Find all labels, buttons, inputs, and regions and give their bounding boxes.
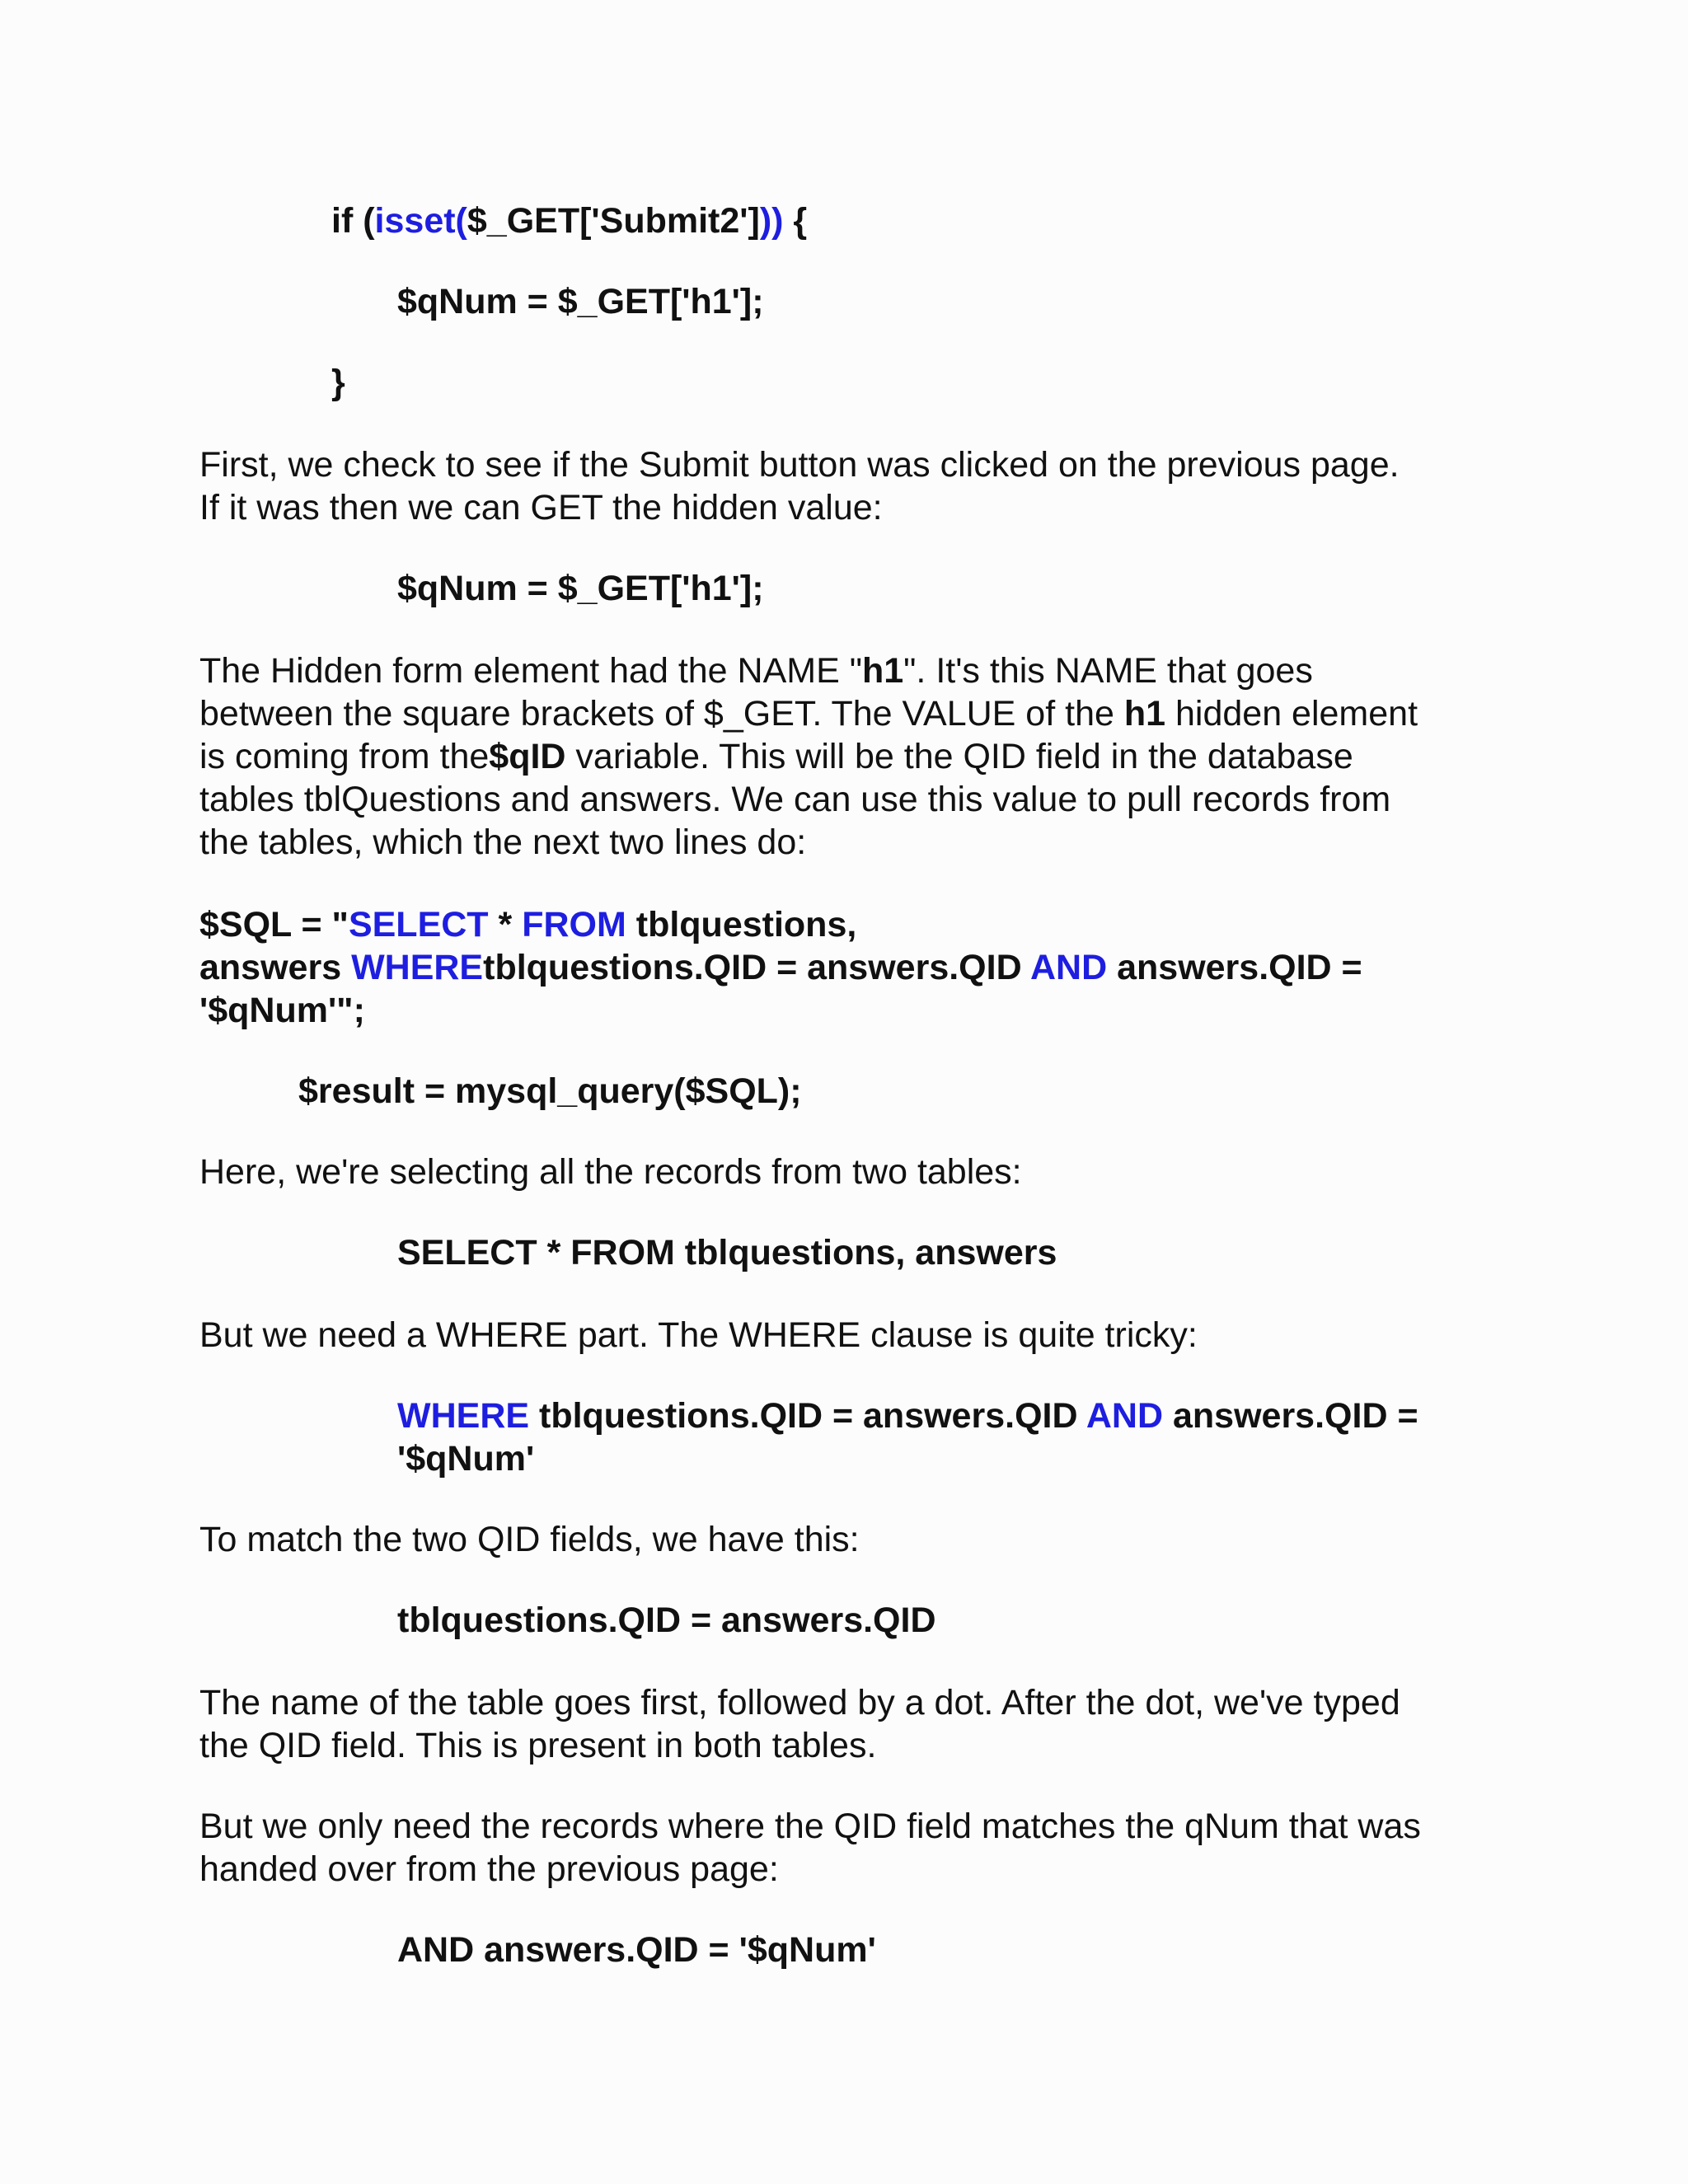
code-qnum-assign-line: $qNum = $_GET['h1']; (397, 282, 764, 321)
code-token: tblquestions.QID = answers.QID (483, 948, 1030, 987)
paragraph-line (199, 649, 1313, 692)
code-keyword-isset: isset( (374, 201, 467, 241)
text-bold: h1 (861, 651, 904, 691)
code-token: $SQL = " (199, 905, 349, 944)
text-run: The Hidden form element had the NAME " (199, 651, 862, 691)
code-result-line: $result = mysql_query($SQL); (298, 1071, 802, 1111)
paragraph-line: First, we check to see if the Submit button was clicked on the previous page. (199, 445, 1400, 485)
code-token: answers.QID = (1163, 1396, 1418, 1436)
paragraph-line: To match the two QID fields, we have this: (199, 1520, 860, 1559)
paragraph-line: the QID field. This is present in both tables. (199, 1726, 877, 1765)
code-token: tblquestions, (626, 905, 857, 944)
code-keyword-and: AND (1029, 948, 1108, 987)
code-keyword-from: FROM (522, 905, 626, 944)
code-qnum-assign-line: $qNum = $_GET['h1']; (397, 569, 764, 608)
code-closing-brace: } (331, 363, 345, 402)
code-token: { (783, 201, 808, 241)
paragraph-line: tables tblQuestions and answers. We can use this value to pull records from (199, 780, 1391, 819)
text-bold: $qID (489, 737, 566, 776)
paragraph-line (199, 735, 1353, 778)
text-bold: h1 (1123, 694, 1166, 733)
code-keyword-paren: )) (759, 201, 784, 241)
code-keyword-and: AND (1085, 1396, 1164, 1436)
code-token: answers (199, 948, 352, 987)
code-where-line (397, 1394, 1418, 1437)
text-run: is coming from the (199, 737, 490, 776)
paragraph-line: The name of the table goes first, followed by a dot. After the dot, we've typed (199, 1683, 1400, 1722)
code-select-line: SELECT * FROM tblquestions, answers (397, 1233, 1057, 1272)
text-run: between the square brackets of $_GET. The VALUE of the (199, 694, 1124, 733)
code-keyword-select: SELECT (348, 905, 489, 944)
code-where-line: '$qNum' (397, 1439, 535, 1479)
text-run: variable. This will be the QID field in the database (565, 737, 1353, 776)
code-if-isset-line (331, 199, 807, 242)
text-run: ". It's this NAME that goes (903, 651, 1313, 691)
code-token: answers.QID = (1107, 948, 1362, 987)
code-token: if ( (331, 201, 375, 241)
paragraph-line: If it was then we can GET the hidden value: (199, 488, 883, 527)
paragraph-line (199, 692, 1418, 735)
code-token: * (488, 905, 523, 944)
code-token: tblquestions.QID = answers.QID (529, 1396, 1086, 1436)
paragraph-line: But we need a WHERE part. The WHERE clause is quite tricky: (199, 1315, 1198, 1355)
paragraph-line: handed over from the previous page: (199, 1849, 779, 1889)
code-sql-line (199, 903, 856, 946)
paragraph-line: the tables, which the next two lines do: (199, 823, 807, 862)
text-run: hidden element (1165, 694, 1418, 733)
code-keyword-where: WHERE (397, 1396, 530, 1436)
paragraph-line: Here, we're selecting all the records from two tables: (199, 1152, 1022, 1192)
code-sql-line (199, 946, 1362, 989)
code-sql-line: '$qNum'"; (199, 991, 365, 1030)
code-keyword-where: WHERE (351, 948, 484, 987)
code-match-line: tblquestions.QID = answers.QID (397, 1601, 936, 1640)
code-and-line: AND answers.QID = '$qNum' (397, 1930, 876, 1970)
paragraph-line: But we only need the records where the QID field matches the qNum that was (199, 1807, 1421, 1846)
code-token: $_GET['Submit2'] (467, 201, 760, 241)
